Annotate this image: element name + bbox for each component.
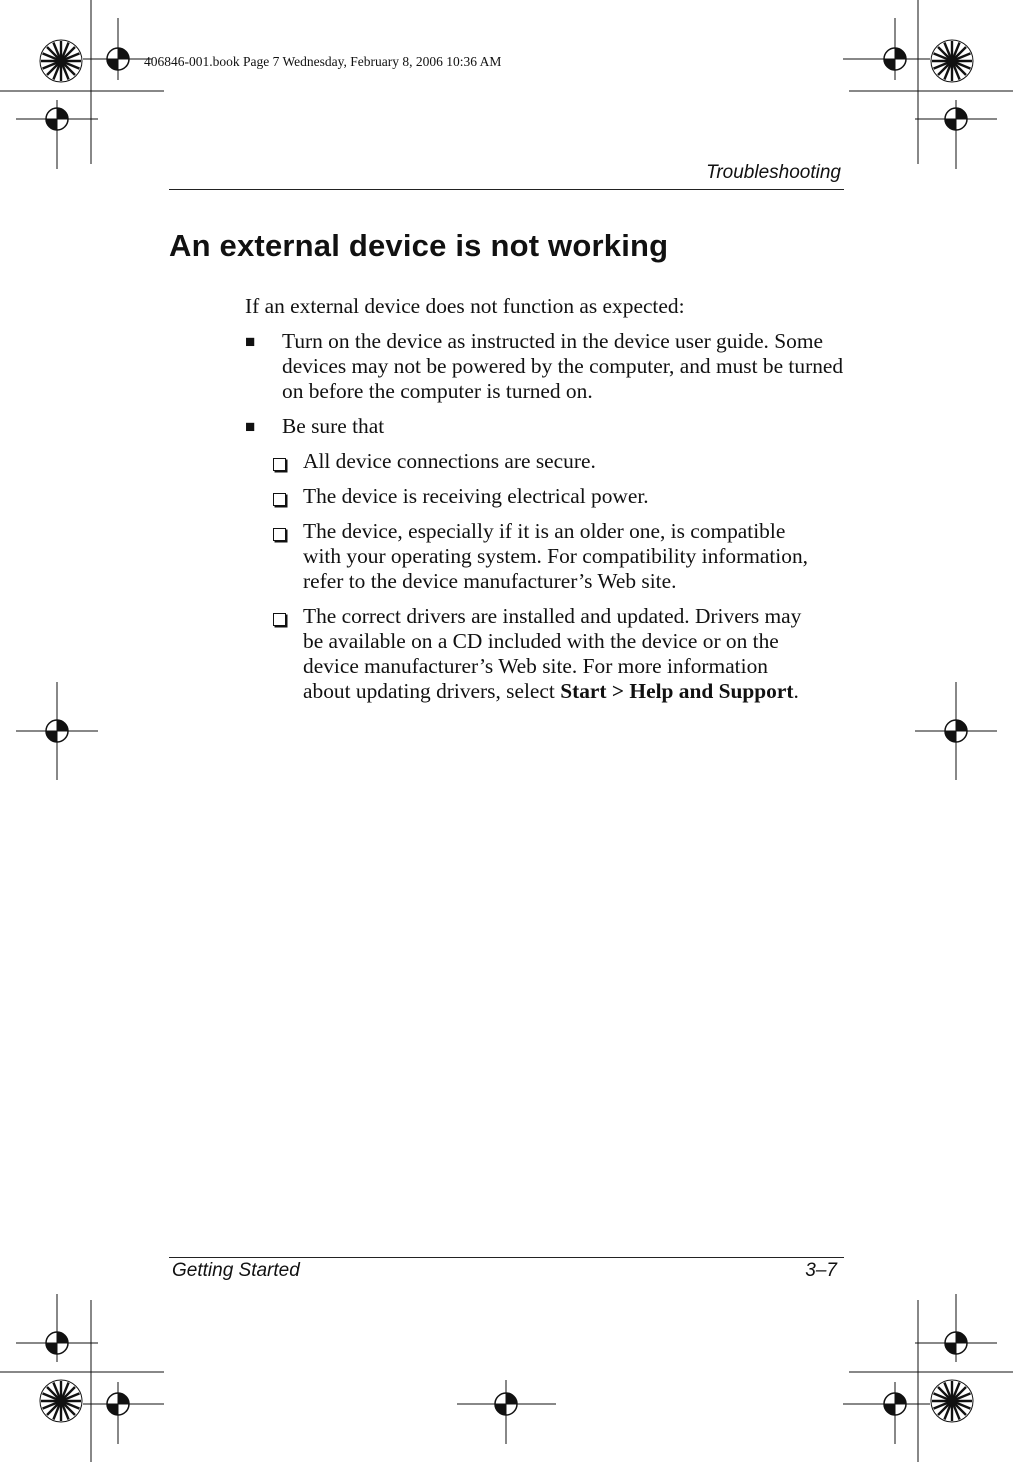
footer-page-number: 3–7 [805, 1260, 837, 1281]
starburst-mark [40, 40, 82, 82]
sub-list-item [272, 449, 808, 474]
menu-path: Start > Help and Support [560, 679, 794, 703]
checkbox-bullet-icon [272, 449, 303, 474]
running-head: Troubleshooting [706, 162, 841, 183]
section-body [245, 294, 845, 714]
square-bullet-icon: ■ [245, 332, 256, 351]
list-item-text: Be sure that [282, 414, 385, 438]
sentence-end: . [793, 679, 799, 703]
sub-list-item-text: All device connections are secure. [303, 449, 596, 473]
section-title: An external device is not working [169, 228, 669, 263]
sub-list-item [272, 604, 808, 704]
square-bullet-icon: ■ [245, 417, 256, 436]
checkbox-bullet-icon [272, 519, 303, 594]
sub-list-item-text [303, 604, 808, 704]
checkbox-bullet-icon [272, 484, 303, 509]
footer-rule [169, 1257, 844, 1258]
starburst-mark [40, 1380, 82, 1422]
sub-list-item-text: The device, especially if it is an older one, is compatible with your operating system. For compatibility information, refer to the device manufacturer’s Web site. [303, 519, 808, 593]
list-item [245, 414, 845, 439]
list-item [245, 329, 845, 404]
sub-list [208, 449, 808, 704]
starburst-mark [931, 1380, 973, 1422]
sub-list-item [272, 519, 808, 594]
drivers-text: The correct drivers are installed and updated. Drivers may be available on a CD included with the device or on the device manufacturer’s Web site. For more information about updating drivers, select [303, 604, 802, 703]
intro-text: If an external device does not function as expected: [245, 294, 685, 318]
sub-list-item-text: The device is receiving electrical power. [303, 484, 649, 508]
footer-book-title: Getting Started [172, 1260, 300, 1281]
list-item-text: Turn on the device as instructed in the device user guide. Some devices may not be powered by the computer, and must be turned on before the computer is turned on. [282, 329, 844, 403]
checkbox-bullet-icon [272, 604, 303, 704]
starburst-mark [931, 40, 973, 82]
print-slug: 406846-001.book Page 7 Wednesday, February 8, 2006 10:36 AM [144, 54, 502, 69]
sub-list-item [272, 484, 808, 509]
header-rule [169, 189, 844, 190]
